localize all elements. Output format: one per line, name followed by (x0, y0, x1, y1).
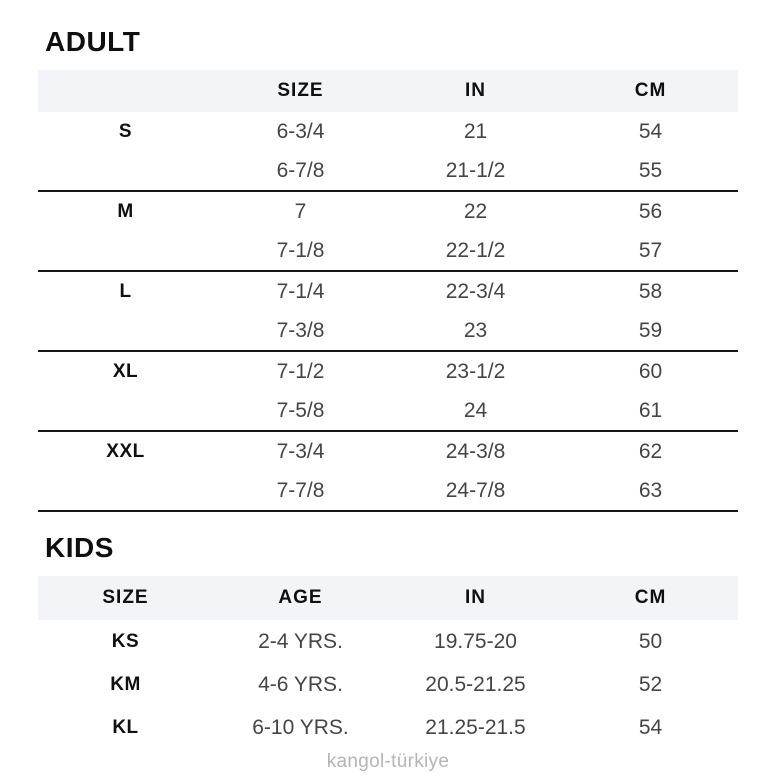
in-value: 21-1/2 (445, 158, 506, 182)
adult-size-group-xxl (38, 432, 738, 512)
size-label: XL (112, 360, 139, 382)
kids-section-title: KIDS (45, 532, 114, 563)
cm-value: 60 (638, 359, 663, 383)
in-value: 22-3/4 (445, 279, 506, 303)
in-value: 22-1/2 (445, 238, 506, 262)
kids-col-age: AGE (278, 587, 323, 608)
cm-value: 54 (638, 119, 663, 143)
size-label: L (119, 280, 132, 302)
cm-value: 62 (638, 439, 663, 463)
kids-table-header (38, 576, 738, 620)
adult-size-group-m (38, 192, 738, 272)
cm-value: 54 (638, 715, 663, 739)
cm-value: 50 (638, 629, 663, 653)
in-value: 24-3/8 (445, 439, 506, 463)
age-value: 6-10 YRS. (252, 715, 349, 739)
adult-col-in: IN (465, 80, 486, 101)
size-value: 7-3/4 (276, 439, 325, 463)
in-value: 23 (463, 318, 488, 342)
in-value: 24-7/8 (445, 478, 506, 502)
cm-value: 59 (638, 318, 663, 342)
size-value: 7 (294, 199, 307, 223)
size-value: 7-1/2 (276, 359, 325, 383)
adult-size-group-s (38, 112, 738, 192)
kids-col-in: IN (465, 587, 486, 608)
adult-size-table (38, 70, 738, 512)
adult-size-group-l (38, 272, 738, 352)
cm-value: 55 (638, 158, 663, 182)
size-label: KS (111, 630, 140, 652)
in-value: 22 (463, 199, 488, 223)
in-value: 20.5-21.25 (425, 672, 526, 696)
kids-col-size: SIZE (102, 587, 149, 608)
table-row (38, 112, 738, 151)
cm-value: 61 (638, 398, 663, 422)
table-row (38, 663, 738, 706)
size-value: 7-1/4 (276, 279, 325, 303)
kids-col-cm: CM (634, 587, 667, 608)
adult-section-title: ADULT (45, 26, 141, 57)
table-row (38, 151, 738, 190)
size-value: 7-3/8 (276, 318, 325, 342)
size-label: M (117, 200, 134, 222)
size-value: 7-7/8 (276, 478, 325, 502)
table-row (38, 352, 738, 391)
size-value: 7-1/8 (276, 238, 325, 262)
in-value: 23-1/2 (445, 359, 506, 383)
size-label: XXL (106, 440, 145, 462)
adult-col-size: SIZE (277, 80, 324, 101)
age-value: 2-4 YRS. (258, 629, 343, 653)
in-value: 19.75-20 (434, 629, 517, 653)
adult-col-cm: CM (634, 80, 667, 101)
adult-table-header (38, 70, 738, 112)
cm-value: 52 (638, 672, 663, 696)
table-row (38, 272, 738, 311)
kids-size-table (38, 576, 738, 749)
table-row (38, 311, 738, 350)
size-label: S (118, 120, 133, 142)
in-value: 24 (463, 398, 488, 422)
cm-value: 57 (638, 238, 663, 262)
table-row (38, 192, 738, 231)
in-value: 21.25-21.5 (425, 715, 526, 739)
table-row (38, 620, 738, 663)
age-value: 4-6 YRS. (258, 672, 343, 696)
cm-value: 63 (638, 478, 663, 502)
in-value: 21 (463, 119, 488, 143)
table-row (38, 391, 738, 430)
size-value: 6-7/8 (276, 158, 325, 182)
cm-value: 56 (638, 199, 663, 223)
size-value: 6-3/4 (276, 119, 325, 143)
table-row (38, 231, 738, 270)
adult-size-group-xl (38, 352, 738, 432)
table-row (38, 471, 738, 510)
cm-value: 58 (638, 279, 663, 303)
watermark: kangol-türkiye (326, 751, 450, 772)
table-row (38, 432, 738, 471)
size-label: KM (110, 673, 141, 695)
size-label: KL (112, 716, 139, 738)
table-row (38, 706, 738, 749)
size-value: 7-5/8 (276, 398, 325, 422)
